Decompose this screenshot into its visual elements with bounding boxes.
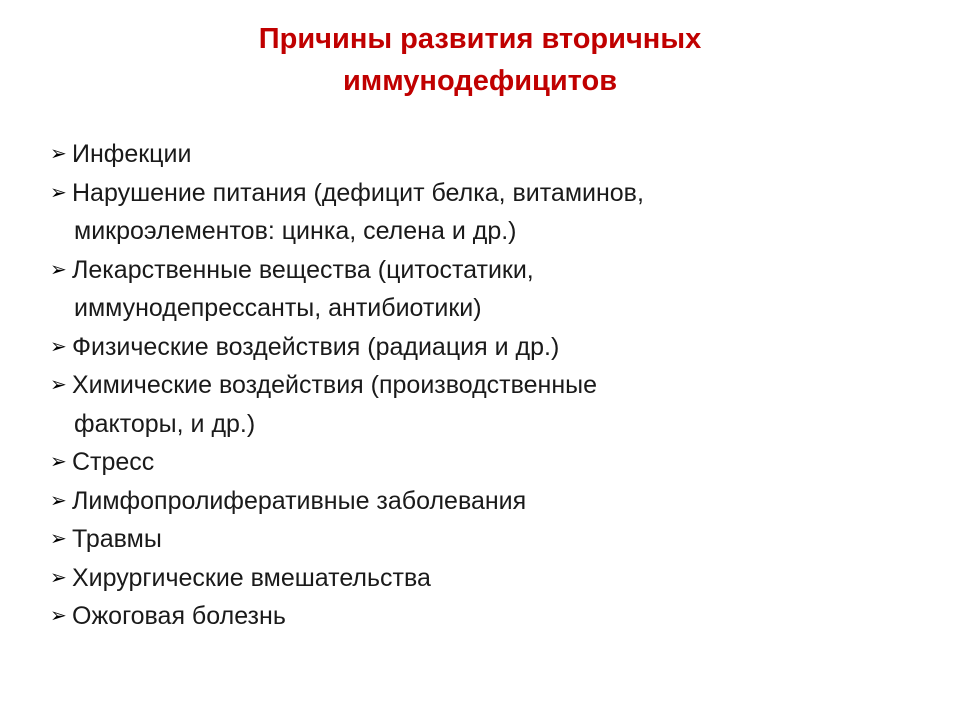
list-item-text-continued: факторы, и др.)	[74, 409, 256, 438]
arrow-bullet-icon: ➢	[50, 335, 67, 358]
list-item	[50, 174, 930, 251]
list-item	[50, 482, 930, 521]
arrow-bullet-icon: ➢	[50, 181, 67, 204]
arrow-bullet-icon: ➢	[50, 143, 67, 165]
list-item-text: Химические воздействия (производственные	[72, 371, 598, 399]
arrow-bullet-icon: ➢	[50, 566, 67, 589]
slide-title-line-2: иммунодефицитов	[342, 65, 618, 97]
causes-list	[50, 135, 930, 636]
list-item	[50, 520, 930, 559]
list-item-text: Стресс	[72, 448, 155, 476]
list-item-text: Травмы	[72, 525, 162, 553]
list-item	[50, 597, 930, 636]
list-item	[50, 251, 930, 328]
arrow-bullet-icon: ➢	[50, 489, 67, 512]
list-item-text-continued: микроэлементов: цинка, селена и др.)	[74, 217, 517, 245]
arrow-bullet-icon: ➢	[50, 451, 67, 473]
list-item-text: Нарушение питания (дефицит белка, витаминов,	[72, 178, 644, 207]
arrow-bullet-icon: ➢	[50, 258, 67, 281]
list-item-text: Лимфопролиферативные заболевания	[72, 486, 527, 515]
arrow-bullet-icon: ➢	[50, 528, 67, 550]
list-item-text: Инфекции	[72, 140, 192, 168]
list-item-text: Хирургические вмешательства	[72, 563, 431, 592]
list-item	[50, 443, 930, 482]
list-item	[50, 559, 930, 598]
list-item-text-continued: иммунодепрессанты, антибиотики)	[74, 294, 482, 322]
slide-title	[0, 18, 960, 102]
list-item	[50, 135, 930, 174]
arrow-bullet-icon: ➢	[50, 605, 67, 627]
list-item-text: Лекарственные вещества (цитостатики,	[72, 255, 534, 284]
list-item	[50, 366, 930, 443]
list-item-text: Ожоговая болезнь	[72, 602, 286, 630]
list-item-text: Физические воздействия (радиация и др.)	[72, 332, 560, 361]
slide-title-line-1: Причины развития вторичных	[258, 23, 702, 55]
arrow-bullet-icon: ➢	[50, 374, 67, 396]
list-item	[50, 328, 930, 367]
